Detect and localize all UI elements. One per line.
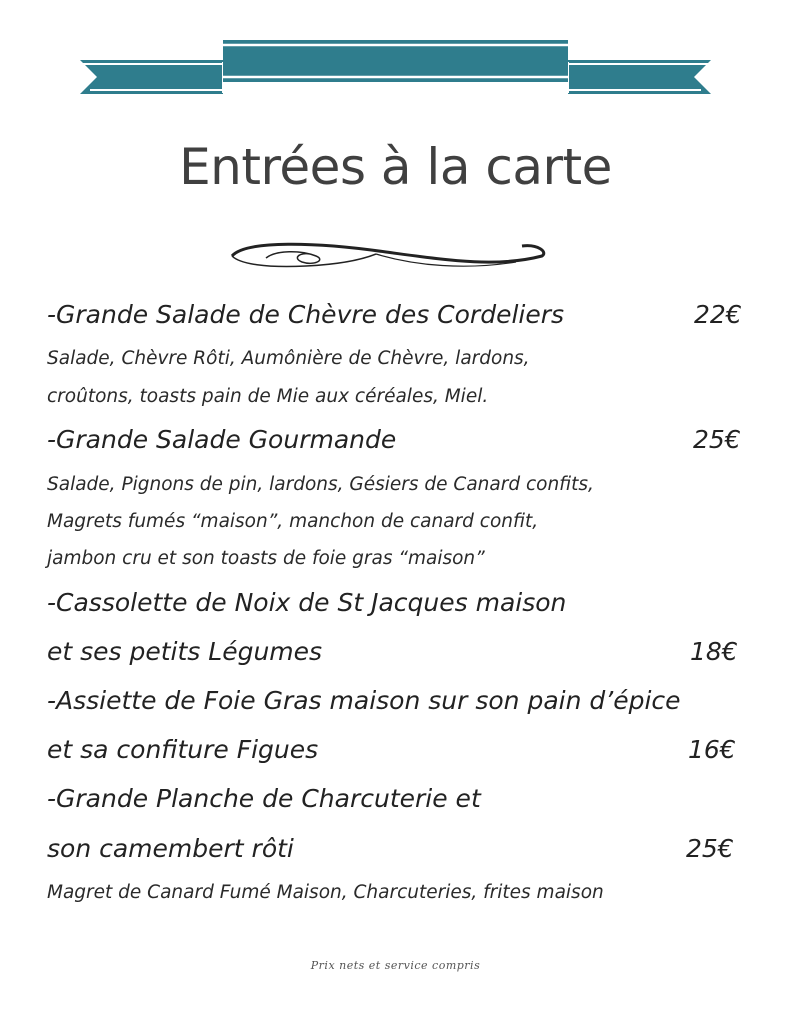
menu-item-name: -Assiette de Foie Gras maison sur son pain d’épice <box>47 686 681 715</box>
footer-note: Prix nets et service compris <box>310 959 481 972</box>
menu-item-description: jambon cru et son toasts de foie gras “maison” <box>47 548 485 569</box>
ribbon-right-tail <box>568 60 711 94</box>
page-title: Entrées à la carte <box>179 138 612 196</box>
menu-item-price: 18€ <box>690 637 738 666</box>
menu-item-name: et sa confiture Figues <box>47 735 319 764</box>
menu-item-price: 25€ <box>693 425 741 454</box>
ribbon-center <box>223 40 568 82</box>
menu-item-description: Magret de Canard Fumé Maison, Charcuteries, frites maison <box>47 882 604 903</box>
menu-item-price: 25€ <box>686 834 734 863</box>
menu-item-name: -Grande Salade de Chèvre des Cordeliers <box>47 300 565 329</box>
menu-item-name: -Grande Planche de Charcuterie et <box>47 784 481 813</box>
menu-item-description: Salade, Pignons de pin, lardons, Gésiers de Canard confits, <box>47 474 594 495</box>
ribbon-banner <box>0 0 791 110</box>
ribbon-left-tail <box>80 60 223 94</box>
menu-item-name: -Cassolette de Noix de St Jacques maison <box>47 588 567 617</box>
menu-item-name: -Grande Salade Gourmande <box>47 425 397 454</box>
menu-item-name: son camembert rôti <box>47 834 294 863</box>
menu-item-price: 22€ <box>694 300 742 329</box>
menu-item-name: et ses petits Légumes <box>47 637 323 666</box>
flourish-divider-icon <box>226 234 548 276</box>
menu-item-description: croûtons, toasts pain de Mie aux céréales, Miel. <box>47 386 489 407</box>
menu-item-price: 16€ <box>688 735 736 764</box>
menu-item-description: Salade, Chèvre Rôti, Aumônière de Chèvre, lardons, <box>47 348 530 369</box>
menu-item-description: Magrets fumés “maison”, manchon de canard confit, <box>47 511 539 532</box>
